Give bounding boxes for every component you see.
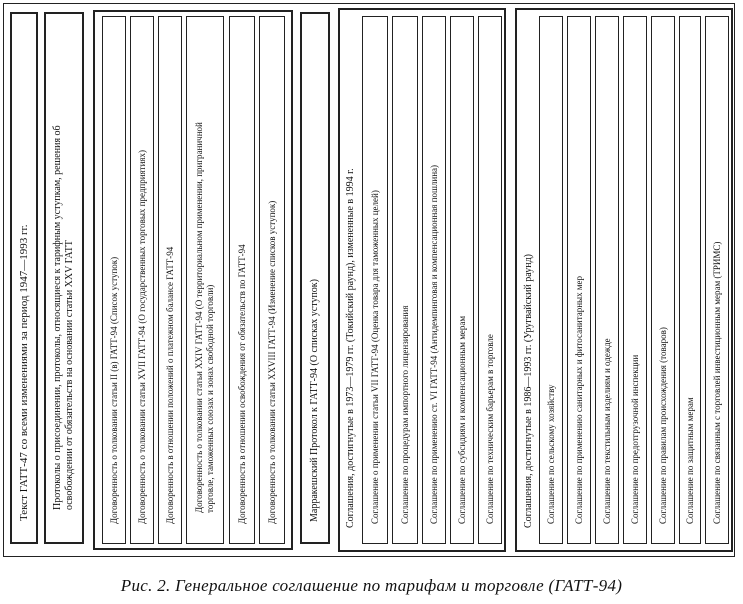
uruguay-agreement-box [623,16,647,544]
protocols-box [44,12,84,544]
understanding-label: Договоренность в отношении положений о платежном балансе ГАТТ-94 [164,246,175,524]
tokyo-round-header [341,12,361,548]
understanding-box [229,16,255,544]
uruguay-agreement-box [595,16,619,544]
uruguay-agreement-label: Соглашение по связанным с торговлей инвестиционным мерам (ТРИМС) [711,241,722,524]
uruguay-round-header [519,12,539,548]
uruguay-agreement-label: Соглашение по правилам происхождения (товаров) [657,327,668,524]
uruguay-agreement-label: Соглашение по защитным мерам [684,397,695,524]
uruguay-agreement-box [679,16,701,544]
uruguay-agreement-box [539,16,563,544]
tokyo-agreement-label: Соглашение по процедурам импортного лицензирования [399,305,410,524]
uruguay-agreement-label: Соглашение по предотгрузочной инспекции [629,354,640,524]
uruguay-agreement-label: Соглашение по применению санитарных и фитосанитарных мер [573,275,584,524]
understanding-box [102,16,126,544]
marrakesh-protocol-label: Марракешский Протокол к ГАТТ-94 (О списках уступок) [309,279,320,522]
understanding-box [158,16,182,544]
uruguay-agreement-label: Соглашение по текстильным изделиям и одежде [601,338,612,524]
understanding-label: Договоренность о толковании статьи XXVIII ГАТТ-94 (Изменение списков уступок) [266,200,277,524]
understanding-box [130,16,154,544]
uruguay-agreement-box [567,16,591,544]
tokyo-round-header-label: Соглашения, достигнутые в 1973—1979 гг. (Токийский раунд), измененные в 1994 г. [345,168,356,528]
uruguay-agreement-box [705,16,729,544]
tokyo-agreement-box [362,16,388,544]
tokyo-agreement-box [422,16,446,544]
protocols-label: Протоколы о присоединении, протоколы, относящиеся к тарифным уступкам, решения об освобождении от обязательств на основании статьи XXV ГАТТ [52,125,75,510]
understanding-box [186,16,224,544]
figure-caption: Рис. 2. Генеральное соглашение по тарифам и торговле (ГАТТ-94) [120,576,623,595]
gatt47-text-label: Текст ГАТТ-47 со всеми изменениями за период 1947—1993 гг. [17,224,30,521]
uruguay-round-header-label: Соглашения, достигнутые в 1986—1993 гг. (Уругвайский раунд) [523,254,534,528]
uruguay-agreement-label: Соглашение по сельскому хозяйству [545,384,556,524]
tokyo-agreement-box [392,16,418,544]
uruguay-agreement-box [651,16,675,544]
tokyo-agreement-label: Соглашение по техническим барьерам в торговле [484,334,495,524]
tokyo-agreement-box [450,16,474,544]
understanding-label: Договоренность о толковании статьи XXIV ГАТТ-94 (О территориальном применении, приграничной торговле, таможенных союзах и зонах свободной торговли) [194,122,215,513]
tokyo-agreement-label: Соглашение по субсидиям и компенсационным мерам [456,315,467,524]
understanding-box [259,16,285,544]
understanding-label: Договоренность о толковании статьи II (в) ГАТТ-94 (Список уступок) [108,256,119,524]
tokyo-agreement-box [478,16,502,544]
understanding-label: Договоренность в отношении освобождения от обязательств по ГАТТ-94 [236,244,247,524]
understanding-label: Договоренность о толковании статьи XVII ГАТТ-94 (О государственных торговых предприятиях) [136,149,147,524]
tokyo-agreement-label: Соглашение по применению ст. VI ГАТТ-94 (Антидемпинговая и компенсационная пошлина) [428,164,439,524]
gatt47-text-box [10,12,38,544]
tokyo-agreement-label: Соглашение о применении статьи VII ГАТТ-94 (Оценка товара для таможенных целей) [369,190,380,524]
marrakesh-protocol-box [300,12,330,544]
